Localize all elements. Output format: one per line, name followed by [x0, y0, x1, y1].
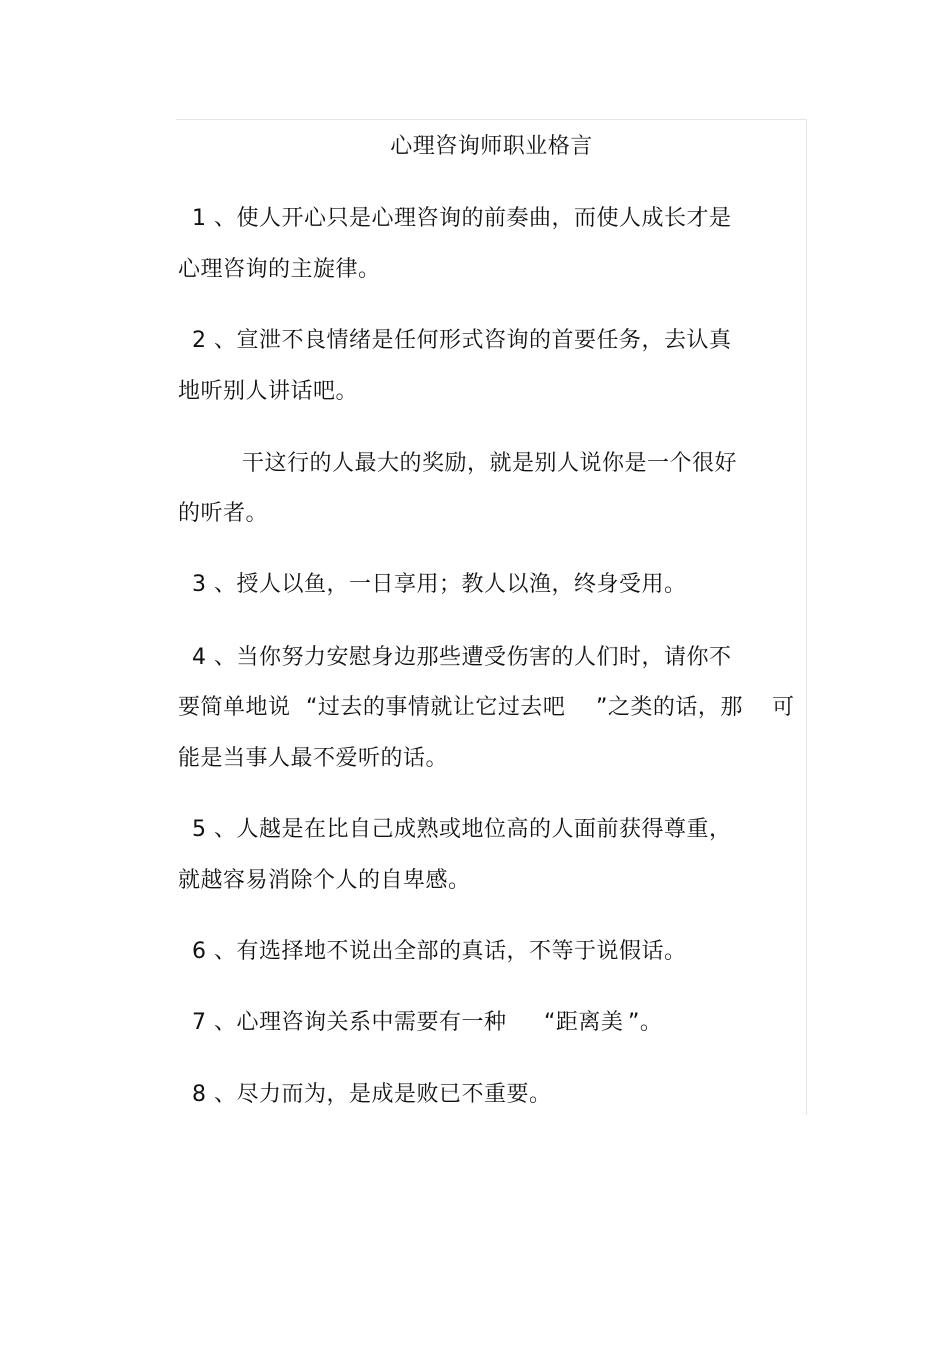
item-number: 8: [192, 1082, 207, 1107]
item-text: 、尽力而为，是成是败已不重要。: [214, 1082, 552, 1107]
document-title: 心理咨询师职业格言: [390, 134, 593, 159]
item-4-line-2c: ”之类的话，那: [596, 695, 743, 720]
item-text: 、宣泄不良情绪是任何形式咨询的首要任务，去认真: [214, 328, 732, 353]
item-7-line-1b: “距离美: [544, 1010, 624, 1035]
item-text: 、有选择地不说出全部的真话，不等于说假话。: [214, 939, 687, 964]
paragraph-line-1: 干这行的人最大的奖励，就是别人说你是一个很好: [242, 451, 738, 476]
item-4-line-3: 能是当事人最不爱听的话。: [178, 746, 449, 771]
item-3-line-1: [192, 571, 687, 599]
item-number: 6: [192, 939, 207, 964]
item-number: 5: [192, 817, 207, 842]
page-border-top: [176, 119, 807, 120]
item-number: 2: [192, 328, 207, 353]
item-number: 4: [192, 645, 207, 670]
item-1-line-2: 心理咨询的主旋律。: [178, 257, 381, 282]
item-number: 7: [192, 1010, 207, 1035]
item-text: 、使人开心只是心理咨询的前奏曲，而使人成长才是: [214, 206, 732, 231]
page-border-right: [806, 119, 807, 1115]
item-4-line-2b: “过去的事情就让它过去吧: [306, 695, 566, 720]
item-6-line-1: [192, 938, 687, 966]
item-8-line-1: [192, 1081, 552, 1109]
item-4-line-2d: 可: [772, 695, 795, 720]
item-4-line-2a: 要简单地说: [178, 695, 291, 720]
item-1-line-1: [192, 205, 732, 233]
item-5-line-1: [192, 816, 732, 844]
item-5-line-2: 就越容易消除个人的自卑感。: [178, 868, 471, 893]
item-7-line-1: [192, 1009, 507, 1037]
item-2-line-1: [192, 327, 732, 355]
item-text: 、授人以鱼，一日享用；教人以渔，终身受用。: [214, 572, 687, 597]
item-4-line-1: [192, 644, 732, 672]
item-text: 、当你努力安慰身边那些遭受伤害的人们时，请你不: [214, 645, 732, 670]
item-number: 3: [192, 572, 207, 597]
item-text: 、心理咨询关系中需要有一种: [214, 1010, 507, 1035]
item-number: 1: [192, 206, 207, 231]
paragraph-line-2: 的听者。: [178, 501, 269, 526]
item-2-line-2: 地听别人讲话吧。: [178, 379, 359, 404]
item-7-line-1c: ”。: [628, 1010, 663, 1035]
item-text: 、人越是在比自己成熟或地位高的人面前获得尊重，: [214, 817, 732, 842]
